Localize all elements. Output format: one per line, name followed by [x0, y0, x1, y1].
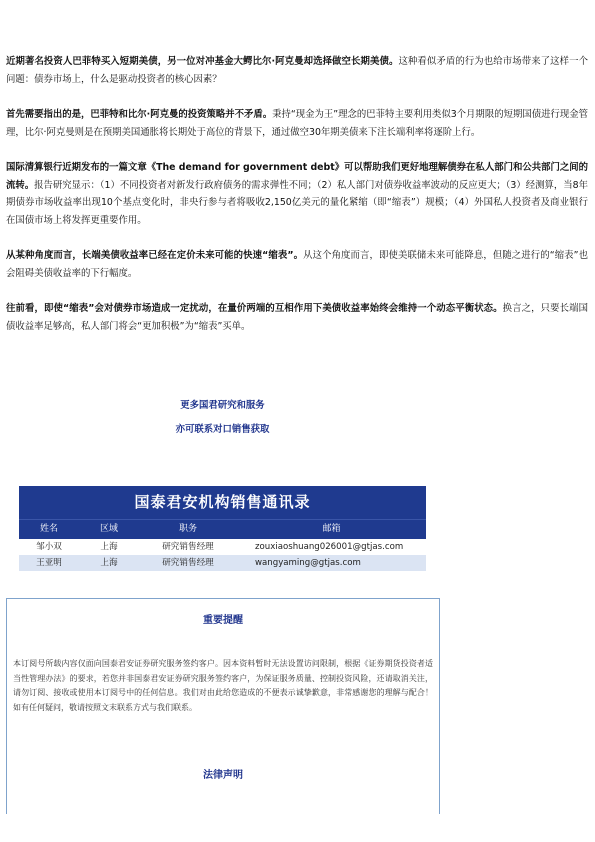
cell-name: 邹小双: [36, 542, 62, 552]
header-region: 区域: [99, 524, 118, 534]
paragraph-3-text: 报告研究显示：（1）不同投资者对新发行政府债务的需求弹性不同；（2）私人部门对债券收益率波动的反应更大；（3）经测算，当8年期债券市场收益率出现10个基点变化时，非央行参与者将吸收2,150亿美元的量化紧缩（即“缩表”）规模；（4）外国私人投资者及商业银行在国债市场上将发挥更重要作用。: [6, 179, 588, 226]
paragraph-4: [6, 247, 588, 282]
important-notice-box: [6, 598, 440, 814]
cell-position: 研究销售经理: [162, 558, 214, 568]
cell-email: wangyaming@gtjas.com: [255, 558, 361, 568]
directory-header-row: [19, 519, 426, 539]
notice-body: 本订阅号所载内容仅面向国泰君安证券研究服务签约客户。因本资料暂时无法设置访问限制，根据《证券期货投资者适当性管理办法》的要求，若您并非国泰君安证券研究服务签约客户，为保证服务质量、控制投资风险，还请取消关注，请勿订阅、接收或使用本订阅号中的任何信息。我们对由此给您造成的不便表示诚挚歉意，非常感谢您的理解与配合！如有任何疑问，敬请按照文末联系方式与我们联系。: [13, 659, 433, 712]
paragraph-1-text: 这种看似矛盾的行为也给市场带来了这样一个问题：债券市场上，什么是驱动投资者的核心因素？: [6, 56, 588, 85]
directory-title: 国泰君安机构销售通讯录: [19, 486, 426, 519]
table-row: [19, 555, 426, 571]
paragraph-2: [6, 106, 588, 141]
legal-statement-title: 法律声明: [203, 770, 243, 781]
header-position: 职务: [178, 524, 197, 534]
header-email: 邮箱: [322, 524, 341, 534]
contact-sales-link[interactable]: 亦可联系对口销售获取: [175, 424, 270, 435]
paragraph-2-text: 秉持“现金为王”理念的巴菲特主要利用类似3个月期限的短期国债进行现金管理，比尔·阿克曼则是在预期美国通胀将长期处于高位的背景下，通过做空30年期美债来下注长端利率将逐阶上行。: [6, 109, 588, 138]
paragraph-2-lead: 首先需要指出的是，巴菲特和比尔·阿克曼的投资策略并不矛盾。: [6, 109, 273, 120]
paragraph-5-text: 换言之，只要长端国债收益率足够高，私人部门将会“更加积极”为“缩表”买单。: [6, 303, 588, 332]
table-row: [19, 539, 426, 555]
cell-region: 上海: [100, 558, 118, 568]
paragraph-3: [6, 159, 588, 229]
paragraph-4-lead: 从某种角度而言，长端美债收益率已经在定价未来可能的快速“缩表”。: [6, 250, 304, 261]
cell-name: 王亚明: [36, 558, 62, 568]
paragraph-1-lead: 近期著名投资人巴菲特买入短期美债，另一位对冲基金大鳄比尔·阿克曼却选择做空长期美债。: [6, 56, 399, 67]
paragraph-3-lead: 国际清算银行近期发布的一篇文章《The demand for government debt》可以帮助我们更好地理解债券在私人部门和公共部门之间的流转。: [6, 162, 588, 191]
cell-region: 上海: [100, 542, 118, 552]
paragraph-4-text: 从这个角度而言，即使美联储未来可能降息，但随之进行的“缩表”也会阻碍美债收益率的下行幅度。: [6, 250, 589, 279]
paragraph-1: [6, 53, 588, 88]
paragraph-5: [6, 300, 588, 335]
more-services-link[interactable]: 更多国君研究和服务: [180, 400, 265, 411]
paragraph-5-lead: 往前看，即使“缩表”会对债券市场造成一定扰动，在量价两端的互相作用下美债收益率始终会维持一个动态平衡状态。: [6, 303, 503, 314]
header-name: 姓名: [39, 524, 58, 534]
notice-title: 重要提醒: [203, 615, 243, 626]
sales-directory-image: [19, 486, 426, 572]
article-body: [6, 53, 588, 353]
cell-email: zouxiaoshuang026001@gtjas.com: [255, 542, 404, 552]
cell-position: 研究销售经理: [162, 542, 214, 552]
service-links: [0, 394, 445, 442]
